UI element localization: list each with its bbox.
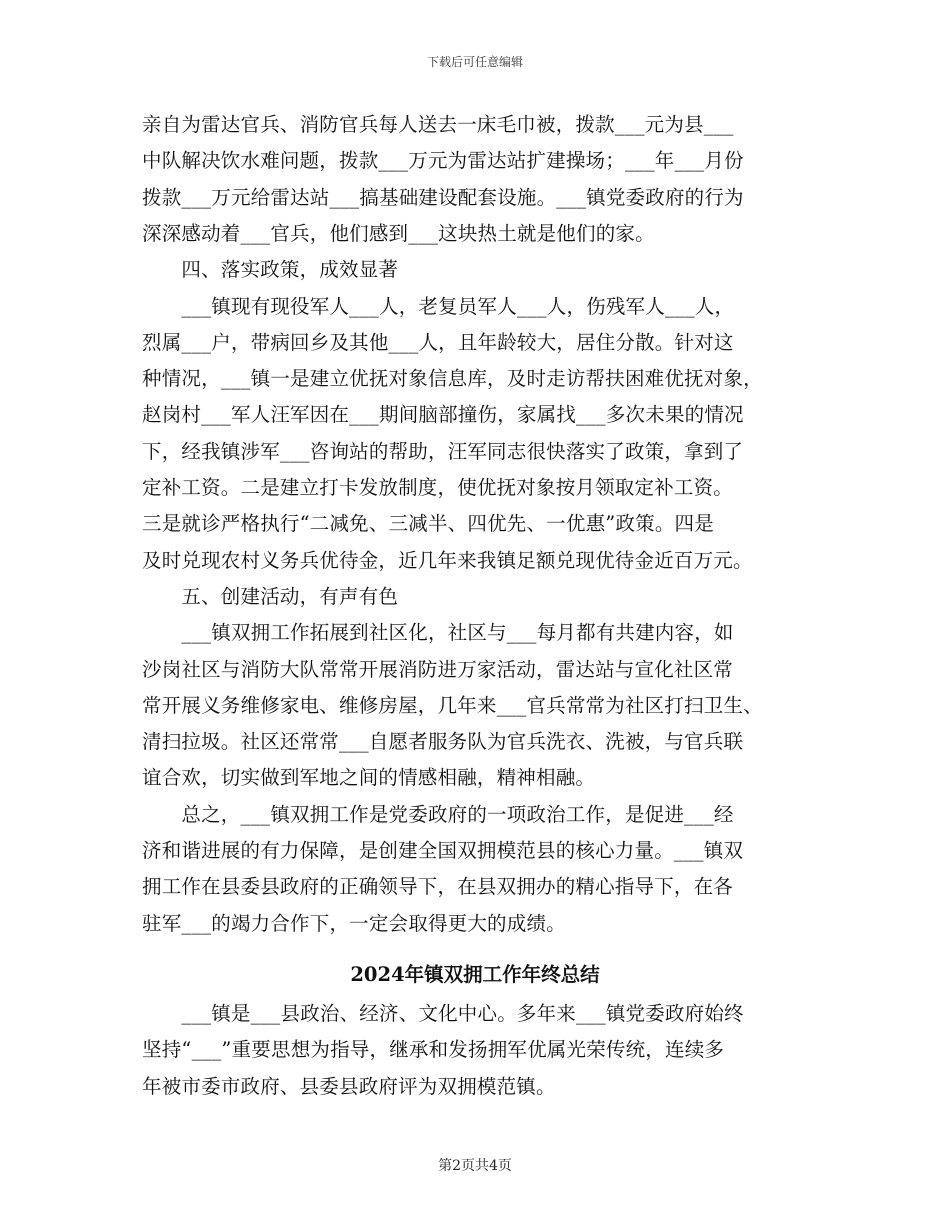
text-line: 常开展义务维修家电、维修房屋，几年来___官兵常常为社区打扫卫生、	[142, 693, 763, 717]
text-line: 下，经我镇涉军___咨询站的帮助，汪军同志很快落实了政策，拿到了	[142, 439, 744, 463]
section-title: 2024年镇双拥工作年终总结	[350, 963, 600, 986]
text-line: 济和谐进展的有力保障，是创建全国双拥模范县的核心力量。___镇双	[142, 839, 744, 862]
text-line: 及时兑现农村义务兵优待金，近几年来我镇足额兑现优待金近百万元。	[142, 548, 753, 572]
text-line: ___镇是___县政治、经济、文化中心。多年来___镇党委政府始终	[142, 1002, 744, 1025]
text-line: 深深感动着___官兵，他们感到___这块热土就是他们的家。	[142, 221, 655, 245]
text-line: 四、落实政策，成效显著	[142, 258, 399, 282]
text-line: 三是就诊严格执行“二减免、三减半、四优先、一优惠”政策。四是	[142, 512, 714, 536]
text-line: 总之，___镇双拥工作是党委政府的一项政治工作，是促进___经	[142, 802, 734, 826]
page-footer: 第2页共4页	[438, 1158, 512, 1174]
text-line: 清扫拉圾。社区还常常___自愿者服务队为官兵洗衣、洗被，与官兵联	[142, 730, 744, 754]
text-line: 年被市委市政府、县委县政府评为双拥模范镇。	[142, 1074, 556, 1098]
text-line: 五、创建活动，有声有色	[142, 584, 399, 608]
text-line: 烈属___户，带病回乡及其他___人，且年龄较大，居住分散。针对这	[142, 330, 734, 354]
text-line: 驻军___的竭力合作下，一定会取得更大的成绩。	[142, 911, 566, 935]
text-line: 赵岗村___军人汪军因在___期间脑部撞伤，家属找___多次未果的情况	[142, 403, 744, 427]
text-line: ___镇现有现役军人___人，老复员军人___人，伤残军人___人，	[142, 294, 735, 318]
text-line: 拨款___万元给雷达站___搞基础建设配套设施。___镇党委政府的行为	[142, 185, 744, 209]
text-line: 拥工作在县委县政府的正确领导下，在县双拥办的精心指导下，在各	[142, 875, 734, 899]
text-line: 亲自为雷达官兵、消防官兵每人送去一床毛巾被，拨款___元为县___	[142, 113, 734, 136]
text-line: 种情况，___镇一是建立优抚对象信息库，及时走访帮扶困难优抚对象，	[142, 367, 763, 391]
page-header: 下载后可任意编辑	[426, 55, 523, 69]
text-line: ___镇双拥工作拓展到社区化，社区与___每月都有共建内容，如	[142, 621, 734, 645]
text-line: 定补工资。二是建立打卡发放制度，使优抚对象按月领取定补工资。	[142, 476, 734, 499]
text-line: 中队解决饮水难问题，拨款___万元为雷达站扩建操场；___年___月份	[142, 149, 744, 173]
text-line: 沙岗社区与消防大队常常开展消防进万家活动，雷达站与宣化社区常	[142, 657, 734, 681]
text-line: 谊合欢，切实做到军地之间的情感相融，精神相融。	[142, 766, 596, 790]
text-line: 坚持“___”重要思想为指导，继承和发扬拥军优属光荣传统，连续多	[142, 1038, 725, 1062]
